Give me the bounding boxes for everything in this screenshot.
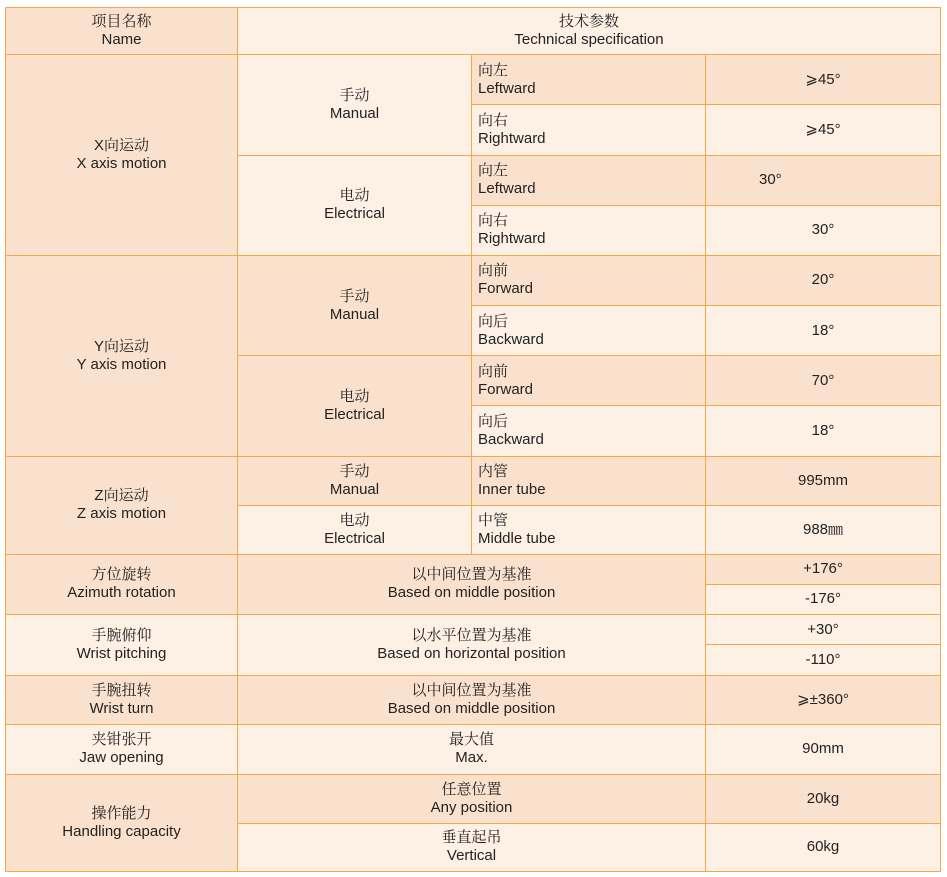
z-tube-en: Middle tube [478,529,556,547]
x-dir-en: Rightward [478,230,546,248]
wrist-turn-label-zh: 手腕扭转 [91,682,152,700]
jaw-value-cell: 90mm [706,725,941,774]
y-axis-label-cell [6,255,238,456]
x-manual-cell [238,55,472,155]
handling-basis-zh: 任意位置 [441,780,502,798]
y-value-cell: 20° [706,255,941,305]
wrist-pitch-basis-en: Based on horizontal position [377,645,566,663]
y-dir-zh: 向前 [478,262,509,280]
x-value-cell: ⩾45° [706,105,941,155]
azimuth-label-cell [6,554,238,614]
z-tube-zh: 内管 [478,462,509,480]
z-axis-label-zh: Z向运动 [94,487,149,505]
y-dir-en: Forward [478,280,534,298]
handling-basis-cell [238,823,706,871]
jaw-label-cell [6,725,238,774]
y-dir-zh: 向前 [478,362,509,380]
handling-label-cell [6,774,238,871]
y-manual-cell [238,255,472,355]
z-electrical-en: Electrical [324,529,385,547]
x-manual-en: Manual [329,104,380,122]
z-tube-zh: 中管 [478,511,509,529]
spec-table [5,7,941,872]
azimuth-value-cell: +176° [706,554,941,584]
x-dir-cell [472,205,706,255]
wrist-pitch-label-cell [6,615,238,676]
x-electrical-en: Electrical [324,205,385,223]
x-axis-label-cell [6,55,238,256]
x-dir-cell [472,105,706,155]
header-spec-en: Technical specification [514,31,664,49]
z-axis-label-en: Z axis motion [76,505,167,523]
wrist-pitch-value-cell: +30° [706,615,941,645]
x-dir-cell [472,155,706,205]
y-dir-zh: 向后 [478,312,509,330]
x-value-cell: 30° [706,205,941,255]
header-spec-cell [238,8,941,55]
z-tube-en: Inner tube [478,480,546,498]
wrist-pitch-label-en: Wrist pitching [76,645,167,663]
y-value-cell: 18° [706,406,941,456]
azimuth-basis-cell [238,554,706,614]
header-spec-zh: 技术参数 [559,13,620,31]
x-value-cell: 30° [706,155,941,205]
y-dir-en: Backward [478,430,544,448]
y-dir-cell [472,306,706,356]
wrist-turn-value-cell: ⩾±360° [706,676,941,725]
z-value-cell: 995mm [706,456,941,505]
x-electrical-zh: 电动 [339,187,370,205]
y-axis-label-en: Y axis motion [76,355,167,373]
y-dir-en: Forward [478,380,534,398]
x-dir-zh: 向左 [478,162,509,180]
z-electrical-zh: 电动 [339,511,370,529]
wrist-pitch-basis-cell [238,615,706,676]
z-manual-zh: 手动 [339,462,370,480]
wrist-turn-basis-zh: 以中间位置为基准 [411,682,532,700]
wrist-turn-label-en: Wrist turn [89,700,154,718]
wrist-turn-basis-en: Based on middle position [387,700,556,718]
azimuth-basis-en: Based on middle position [387,584,556,602]
x-dir-zh: 向右 [478,111,509,129]
z-tube-cell [472,456,706,505]
y-value-cell: 70° [706,356,941,406]
y-electrical-cell [238,356,472,456]
x-dir-zh: 向右 [478,212,509,230]
handling-label-zh: 操作能力 [91,804,152,822]
x-dir-cell [472,55,706,105]
jaw-label-zh: 夹钳张开 [91,731,152,749]
x-axis-label-en: X axis motion [76,155,167,172]
z-electrical-cell [238,505,472,554]
handling-basis-zh: 垂直起吊 [441,829,502,847]
header-name-zh: 项目名称 [91,13,152,31]
y-dir-zh: 向后 [478,412,509,430]
jaw-basis-zh: 最大值 [448,731,494,749]
jaw-basis-cell [238,725,706,774]
wrist-pitch-basis-zh: 以水平位置为基准 [411,627,532,645]
y-axis-label-zh: Y向运动 [93,337,149,355]
wrist-pitch-label-zh: 手腕俯仰 [91,627,152,645]
x-dir-en: Leftward [478,180,536,198]
handling-value-cell: 20kg [706,774,941,823]
y-manual-zh: 手动 [339,287,370,305]
x-dir-zh: 向左 [478,61,509,79]
z-value-cell: 988㎜ [706,505,941,554]
y-value-cell: 18° [706,306,941,356]
z-tube-cell [472,505,706,554]
handling-basis-cell [238,774,706,823]
azimuth-label-zh: 方位旋转 [91,566,152,584]
header-name-cell [6,8,238,55]
x-dir-en: Rightward [478,129,546,147]
azimuth-label-en: Azimuth rotation [67,584,176,602]
handling-basis-en: Any position [430,798,513,816]
handling-value-cell: 60kg [706,823,941,871]
z-manual-en: Manual [329,480,380,498]
jaw-label-en: Jaw opening [79,749,164,767]
header-name-en: Name [101,31,142,49]
jaw-basis-en: Max. [455,749,488,767]
y-manual-en: Manual [329,305,380,323]
x-electrical-cell [238,155,472,255]
x-dir-en: Leftward [478,79,536,97]
handling-basis-en: Vertical [446,847,497,865]
x-manual-zh: 手动 [339,86,370,104]
azimuth-value-cell: -176° [706,584,941,614]
y-electrical-en: Electrical [324,405,385,423]
z-manual-cell [238,456,472,505]
y-dir-en: Backward [478,330,544,348]
y-dir-cell [472,406,706,456]
wrist-turn-basis-cell [238,676,706,725]
y-dir-cell [472,255,706,305]
wrist-pitch-value-cell: -110° [706,645,941,676]
x-value-cell: ⩾45° [706,55,941,105]
x-axis-label-zh: X向运动 [93,137,149,154]
y-dir-cell [472,356,706,406]
azimuth-basis-zh: 以中间位置为基准 [411,566,532,584]
z-axis-label-cell [6,456,238,554]
y-electrical-zh: 电动 [339,387,370,405]
handling-label-en: Handling capacity [62,822,181,840]
wrist-turn-label-cell [6,676,238,725]
